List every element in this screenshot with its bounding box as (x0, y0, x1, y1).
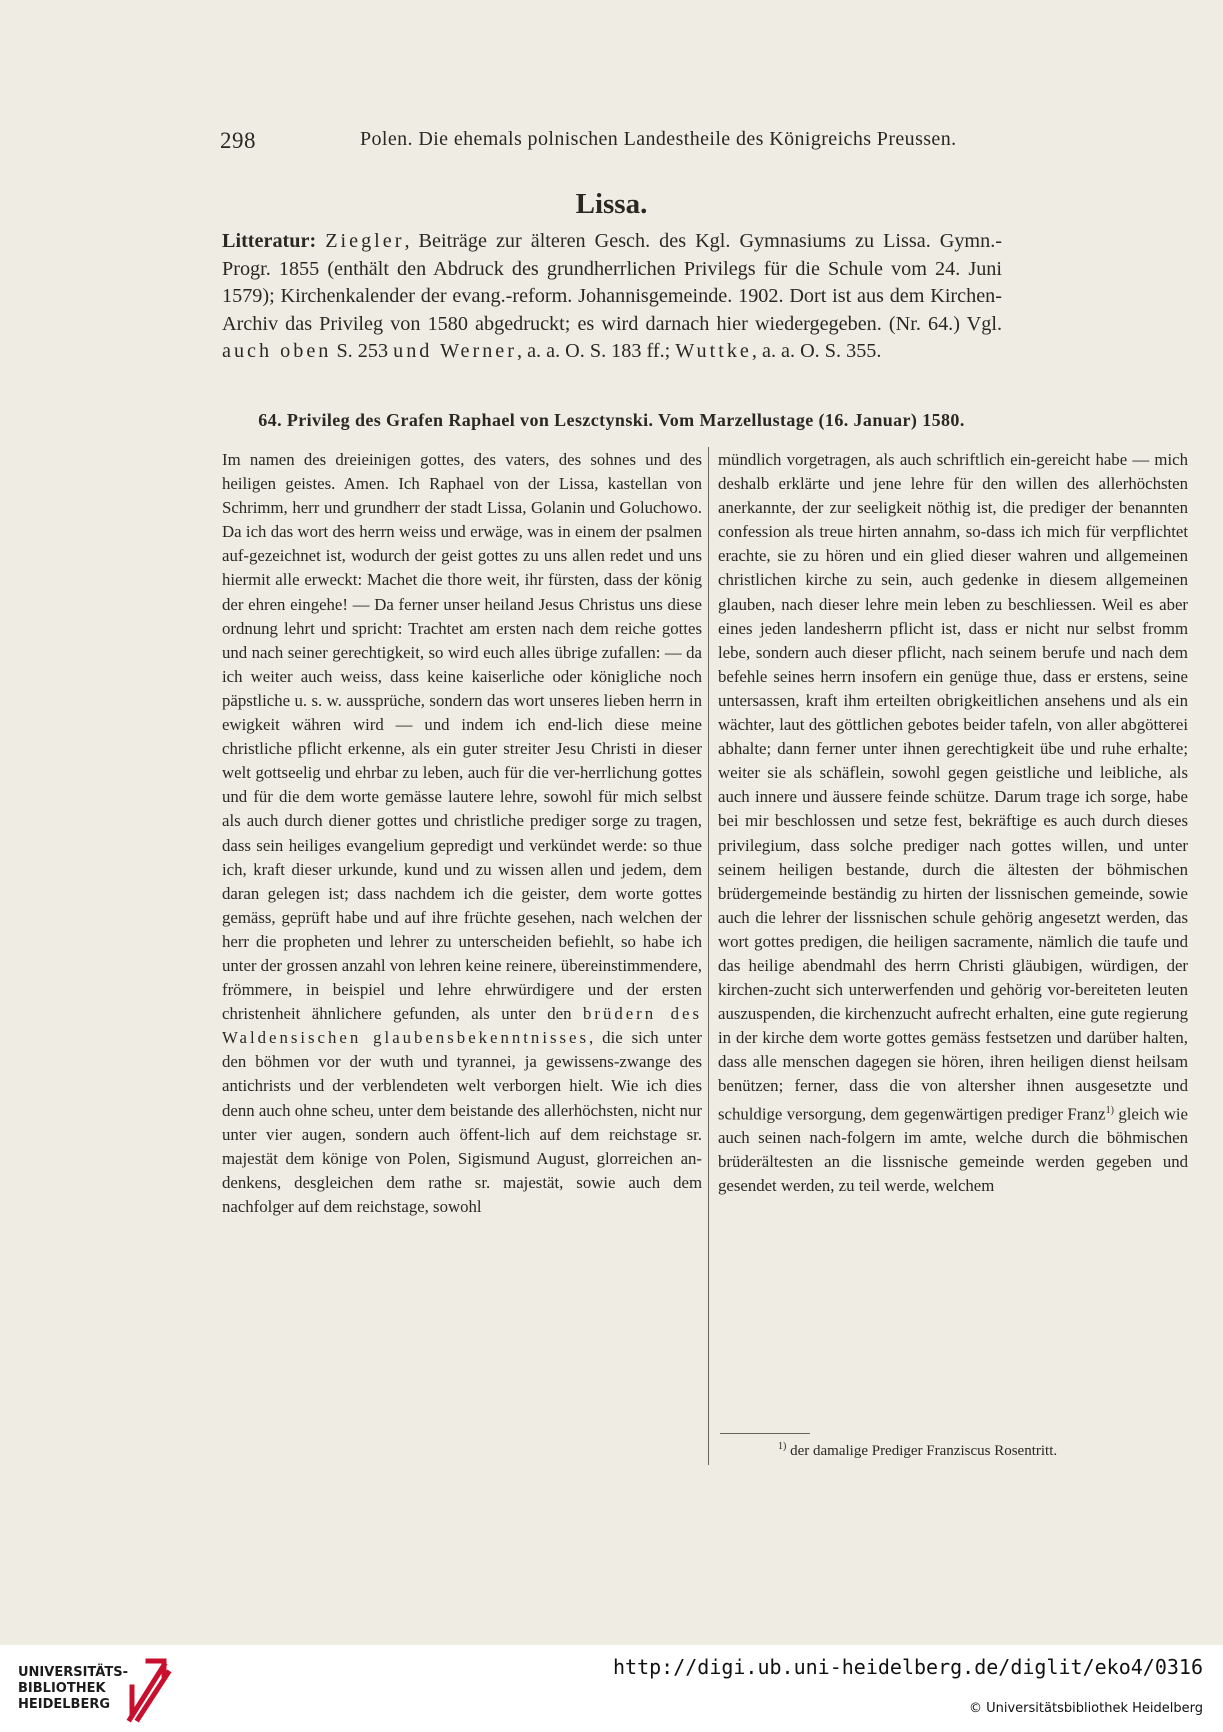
library-name-line: BIBLIOTHEK (18, 1681, 106, 1696)
permalink-url[interactable]: http://digi.ub.uni-heidelberg.de/diglit/eko4/0316 (612, 1655, 1203, 1679)
running-head (220, 128, 1020, 160)
footnote-rule (720, 1433, 810, 1434)
copyright-notice: © Universitätsbibliothek Heidelberg (968, 1701, 1203, 1716)
footnote-text: der damalige Prediger Franziscus Rosentritt. (786, 1443, 1058, 1459)
library-logo-icon (124, 1657, 172, 1723)
running-title: Polen. Die ehemals polnischen Landestheile des Königreichs Preussen. (360, 128, 957, 150)
document-heading: 64. Privileg des Grafen Raphael von Leszctynski. Vom Marzellustage (16. Januar) 1580. (258, 410, 965, 430)
bibliography-text: , a. a. O. S. 355. (751, 340, 882, 362)
library-name-line: HEIDELBERG (18, 1697, 111, 1712)
footnote (778, 1441, 1057, 1460)
section-title: Lissa. (575, 188, 648, 220)
author-name: Wuttke (675, 340, 752, 362)
bibliography-paragraph (222, 228, 1002, 366)
spaced-phrase: brüdern des Waldensischen glaubensbekenntnisses (222, 1004, 702, 1048)
text-column-left (222, 448, 702, 1219)
viewer-footer (0, 1645, 1223, 1732)
page-number: 298 (220, 128, 256, 153)
bibliography-text: , Beiträge zur älteren Gesch. des Kgl. Gymnasiums zu Lissa. Gymn.-Progr. 1855 (enthält den Abdruck des grundherrlichen Privilegs für die Schule vom 24. Juni 1579); Kirchenkalender der evang.-reform. Johannisgemeinde. 1902. Dort ist aus dem Kirchen-Archiv das Privileg von 1580 abgedruckt; es wird darnach hier wiedergegeben. (Nr. 64.) Vgl. (222, 230, 1002, 335)
bibliography-text: , a. a. O. S. 183 ff.; (516, 340, 676, 362)
bibliography-lead: Litteratur: (222, 230, 317, 252)
library-name (18, 1665, 128, 1713)
footnote-reference: 1) (1105, 1104, 1114, 1116)
column-text: Im namen des dreieinigen gottes, des vaters, des sohnes und des heiligen geistes. Amen. Ich Raphael von der Lissa, kastellan von Schrimm, herr und grundherr der stadt Lissa, Golanin und Goluchowo. Da ich das wort des herrn weiss und erwäge, was in einem der psalmen auf-gezeichnet ist, wodurch der geist gottes zu uns allen redet und uns hiermit alle erweckt: Machet die thore weit, ihr fürsten, dass der könig der ehren eingehe! — Da ferner unser heiland Jesus Christus uns diese ordnung lehrt und spricht: Trachtet am ersten nach dem reiche gottes und nach seiner gerechtigkeit, so wird euch alles übrige zufallen: — da ich weiter auch weiss, dass keine kaiserliche oder königliche noch päpstliche u. s. w. aussprüche, sondern das wort unseres lieben herrn in ewigkeit währen wird — und indem ich end-lich diese meine christliche pflicht erkenne, als ein guter streiter Jesu Christi in dieser welt gottseelig und ehrbar zu leben, auch für die ver-herrlichung gottes und für die dem worte gemässe lautere lehre, sowohl für mich selbst als auch durch diener gottes und christliche prediger sorge zu tragen, dass sein heiliges evangelium gepredigt und verkündet werde: so thue ich, kraft dieser urkunde, kund und zu wissen allen und jedem, dem daran gelegen ist; dass nachdem ich die geister, dem worte gottes gemäss, geprüft habe und auf ihre früchte gesehen, nach welchen der herr die propheten und lehrer zu unterscheiden befiehlt, so habe ich unter der grossen anzahl von lehren keine reinere, übereinstimmendere, frömmere, in beispiel und lehre ehrwürdigere und der ersten christenheit ähnlichere gefunden, als unter den (222, 450, 702, 1024)
bibliography-text: S. 253 (331, 340, 394, 362)
author-name: Ziegler (325, 230, 405, 252)
bibliography-spaced: auch oben (222, 340, 332, 362)
text-column-right (718, 448, 1188, 1199)
column-text: , die sich unter den böhmen vor der wuth und tyrannei, ja gewissens-zwange des antichrists und der verblendeten welt verborgen hielt. Wie ich dies denn auch ohne scheu, unter dem beistande des allerhöchsten, nicht nur unter vier augen, sondern auch öffent-lich auf dem reichstage sr. majestät dem könige von Polen, Sigismund August, glorreichen an-denkens, desgleichen dem rathe sr. majestät, sowie auch dem nachfolger auf dem reichstage, sowohl (222, 1028, 702, 1216)
column-text: gleich wie auch seinen nach-folgern im amte, welche durch die böhmischen brüderältesten an die lissnische gemeinde werden gegeben und gesendet werden, zu teil werde, welchem (718, 1104, 1189, 1196)
library-name-line: UNIVERSITÄTS- (18, 1665, 128, 1680)
author-name: und Werner (393, 340, 517, 362)
column-text: mündlich vorgetragen, als auch schriftlich ein-gereicht habe — mich deshalb erklärte und jene lehre für den willen des allerhöchsten anerkannte, der zur seeligkeit nöthig ist, die prediger der benannten confession als treue hirten annahm, so-dass ich mich für verpflichtet erachte, sie zu hören und ein glied dieser wahren und allgemeinen christlichen kirche zu sein, auch gedenke in diesem allgemeinen glauben, nach dieser lehre mein leben zu beschliessen. Weil es aber eines jeden landesherrn pflicht ist, dass er nicht nur selbst fromm lebe, sondern auch dieser pflicht, nach seinem berufe und nach dem befehle seines herrn insofern ein genüge thue, dass er erstens, seine untersassen, kraft ihm erteilten obrigkeitlichen ansehens und als ein wächter, laut des göttlichen gebotes beider tafeln, von aller abgötterei abhalte; dann ferner unter ihnen gerechtigkeit übe und ruhe erhalte; weiter sie als schäflein, sowohl gegen geistliche und leibliche, als auch innere und äussere feinde schütze. Darum trage ich sorge, habe bei mir beschlossen und setze fest, bekräftige es auch durch dieses privilegium, dass solche prediger nach gottes willen, und unter seinem heiligen bestande, durch die ältesten der böhmischen brüdergemeinde beständig zu hirten der lissnischen gemeinde, sowie auch die lehrer der lissnischen schule gehörig angesetzt werden, das wort gottes predigen, die heiligen sacramente, nämlich die taufe und das heilige abendmahl des herrn Christi gläubigen, würdigen, der kirchen-zucht sich unterwerfenden und gehörig vor-bereiteten leuten auszuspenden, die kirchenzucht aufrecht erhalten, eine gute regierung in der kirche dem worte gottes gemäss festsetzen und darüber halten, dass alle menschen dagegen sie hören, ihren heiligen dienst heilsam benützen; ferner, dass die von altersher ihnen ausgesetzte und schuldige versorgung, dem gegenwärtigen prediger Franz (718, 450, 1188, 1124)
footnote-mark: 1) (778, 1441, 787, 1452)
column-divider (708, 447, 709, 1465)
